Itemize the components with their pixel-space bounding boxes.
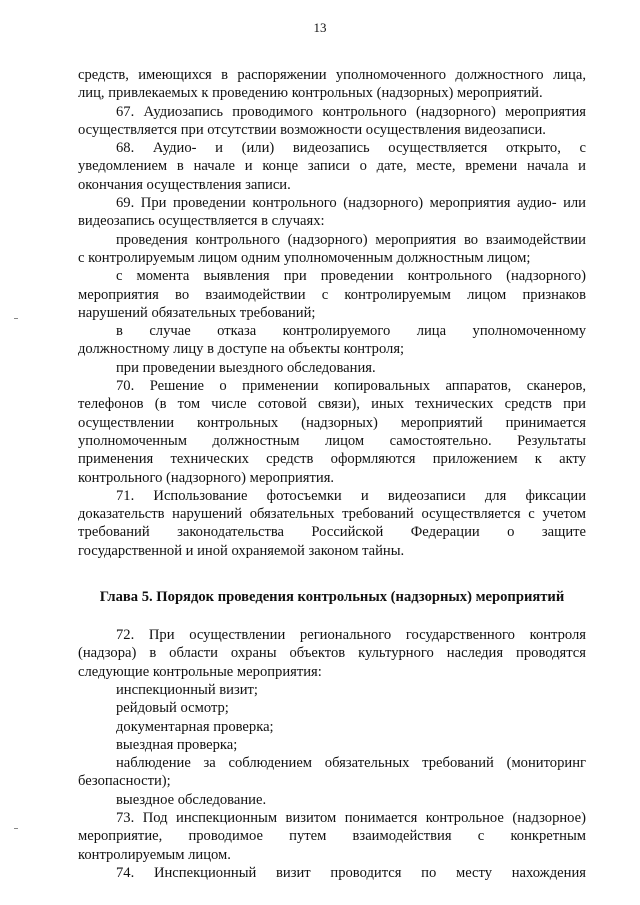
text-line: государственной и иной охраняемой законом тайны. [78,542,405,559]
text-block-before-chapter [78,66,586,560]
text-line: 71. Использование фотосъемки и видеозаписи для фиксации [116,487,586,504]
text-line: требований законодательства Российской Федерации о защите [78,524,586,541]
page-number: 13 [313,20,327,35]
text-line: выездное обследование. [116,791,267,808]
text-line: применения технических средств оформляются приложением к акту [78,451,586,468]
text-block-after-chapter [78,626,586,882]
text-line: мероприятия во взаимодействии с контролируемым лицом признаков [78,286,586,303]
text-line: должностному лицу в доступе на объекты контроля; [78,341,405,358]
text-line: проведения контрольного (надзорного) мероприятия во взаимодействии [116,231,586,248]
text-line: следующие контрольные мероприятия: [78,663,322,680]
text-line: средств, имеющихся в распоряжении уполномоченного должностного лица, [78,67,586,83]
text-line: уполномоченным должностным лицом самостоятельно. Результаты [78,432,586,449]
text-line: осуществлении контрольных (надзорных) мероприятий принимается [78,414,586,431]
text-line: с момента выявления при проведении контрольного (надзорного) [116,268,586,285]
text-line: (надзора) в области охраны объектов культурного наследия проводятся [78,645,586,662]
text-line: наблюдение за соблюдением обязательных требований (мониторинг [116,755,586,772]
text-line: рейдовый осмотр; [116,700,229,717]
text-line: документарная проверка; [116,718,274,735]
text-line: 73. Под инспекционным визитом понимается контрольное (надзорное) [116,809,586,826]
text-line: в случае отказа контролируемого лица уполномоченному [116,323,586,340]
text-line: мероприятие, проводимое путем взаимодействия с конкретным [78,828,586,845]
text-line: контролируемым лицом. [78,846,231,863]
text-line: 67. Аудиозапись проводимого контрольного (надзорного) мероприятия [116,103,586,120]
text-line: 69. При проведении контрольного (надзорного) мероприятия аудио- или [116,195,586,212]
text-line: телефонов (в том числе сотовой связи), иных технических средств при [78,396,586,413]
text-line: 72. При осуществлении регионального государственного контроля [116,627,586,644]
text-line: с контролируемым лицом одним уполномоченным должностным лицом; [78,249,531,266]
text-line: 70. Решение о применении копировальных аппаратов, сканеров, [116,378,586,395]
text-line: 74. Инспекционный визит проводится по месту нахождения [116,864,586,881]
text-line: при проведении выездного обследования. [116,359,376,376]
text-line: доказательств нарушений обязательных требований осуществляется с учетом [78,506,586,523]
text-line: 68. Аудио- и (или) видеозапись осуществляется открыто, с [116,140,586,157]
text-line: уведомлением в начале и конце записи о дате, месте, времени начала и [78,158,586,175]
text-line: осуществляется при отсутствии возможности осуществления видеозаписи. [78,121,546,138]
text-line: выездная проверка; [116,736,238,753]
margin-mark [14,318,18,319]
chapter-heading: Глава 5. Порядок проведения контрольных (надзорных) мероприятий [99,589,565,606]
text-line: окончания осуществления записи. [78,176,291,193]
text-line: лиц, привлекаемых к проведению контрольных (надзорных) мероприятий. [78,85,543,102]
text-line: нарушений обязательных требований; [78,304,316,321]
document-body [78,66,586,882]
text-line: инспекционный визит; [116,681,258,698]
text-line: видеозапись осуществляется в случаях: [78,213,325,230]
text-line: безопасности); [78,773,171,790]
text-line: контрольного (надзорного) мероприятия. [78,469,335,486]
margin-mark [14,828,18,829]
